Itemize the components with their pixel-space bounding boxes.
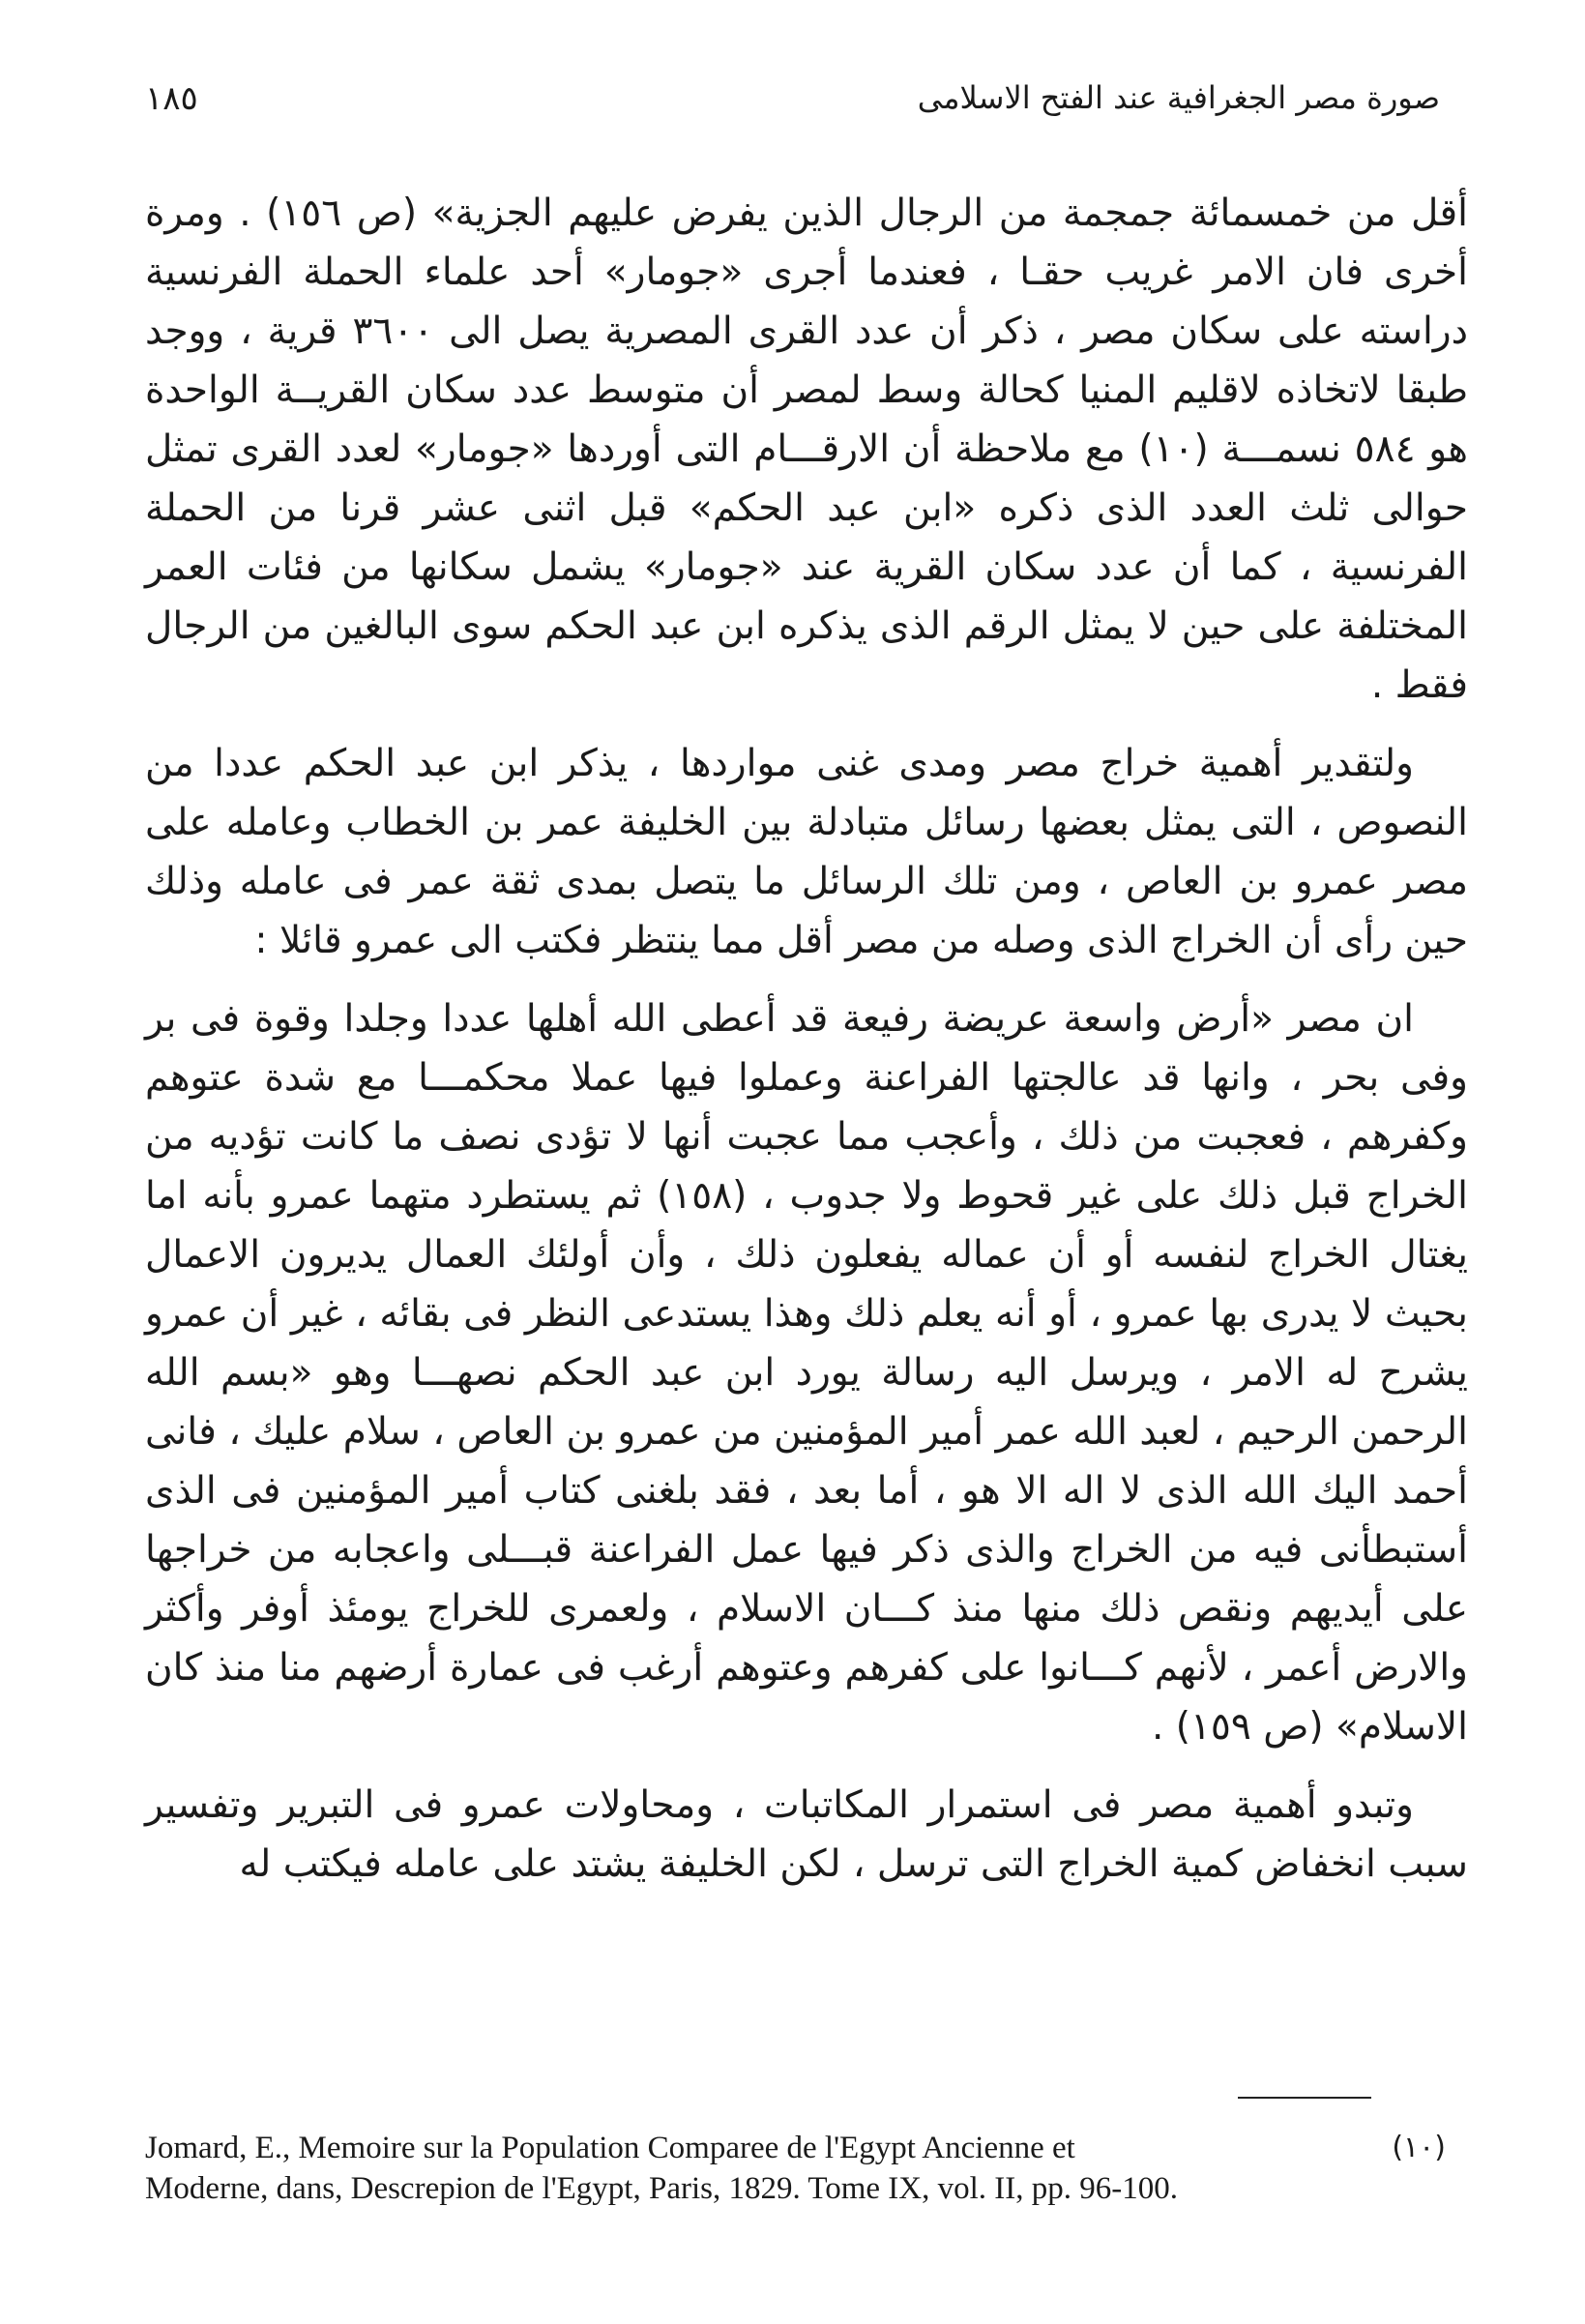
footnote-line-1: Jomard, E., Memoire sur la Population Comparee de l'Egypt Ancienne et: [145, 2131, 1075, 2165]
footnote-line-2: Moderne, dans, Descrepion de l'Egypt, Paris, 1829. Tome IX, vol. II, pp. 96-100.: [145, 2171, 1179, 2206]
running-title: صورة مصر الجغرافية عند الفتح الاسلامى: [917, 79, 1440, 116]
paragraph-4: وتبدو أهمية مصر فى استمرار المكاتبات ، ومحاولات عمرو فى التبرير وتفسير سبب انخفاض كمية الخراج التى ترسل ، لكن الخليفة يشتد على عامله فيكتب له: [145, 1783, 1468, 1886]
paragraph-3: ان مصر «أرض واسعة عريضة رفيعة قد أعطى الله أهلها عددا وجلدا وقوة فى بر وفى بحر ، وانها قد عالجتها الفراعنة وعملوا فيها عملا محكمـــا مع شدة عتوهم وكفرهم ، فعجبت من ذلك ، وأعجب مما عجبت أنها لا تؤدى نصف ما كانت تؤديه من الخراج قبل ذلك على غير قحوط ولا جدوب ، (١٥٨) ثم يستطرد متهما عمرو بأنه اما يغتال الخراج لنفسه أو أن عماله يفعلون ذلك ، وأن أولئك العمال يديرون الاعمال بحيث لا يدرى بها عمرو ، أو أنه يعلم ذلك وهذا يستدعى النظر فى بقائه ، غير أن عمرو يشرح له الامر ، ويرسل اليه رسالة يورد ابن عبد الحكم نصهـــا وهو «بسم الله الرحمن الرحيم ، لعبد الله عمر أمير المؤمنين من عمرو بن العاص ، سلام عليك ، فانى أحمد اليك الله الذى لا اله الا هو ، أما بعد ، فقد بلغنى كتاب أمير المؤمنين فى الذى أستبطأنى فيه من الخراج والذى ذكر فيها عمل الفراعنة قبـــلى واعجابه من خراجها على أيديهم ونقص ذلك منها منذ كـــان الاسلام ، ولعمرى للخراج يومئذ أوفر وأكثر والارض أعمر ، لأنهم كـــانوا على كفرهم وعتوهم أرغب فى عمارة أرضهم منا منذ كان الاسلام» (ص ١٥٩) .: [145, 997, 1468, 1749]
footnote: [145, 2128, 1446, 2209]
paragraph-1: أقل من خمسمائة جمجمة من الرجال الذين يفرض عليهم الجزية» (ص ١٥٦) . ومرة أخرى فان الامر غريب حقـا ، فعندما أجرى «جومار» أحد علماء الحملة الفرنسية دراسته على سكان مصر ، ذكر أن عدد القرى المصرية يصل الى ٣٦٠٠ قرية ، ووجد طبقا لاتخاذه لاقليم المنيا كحالة وسط لمصر أن متوسط عدد سكان القريــة الواحدة هو ٥٨٤ نسمـــة (١٠) مع ملاحظة أن الارقـــام التى أوردها «جومار» لعدد القرى تمثل حوالى ثلث العدد الذى ذكره «ابن عبد الحكم» قبل اثنى عشر قرنا من الحملة الفرنسية ، كما أن عدد سكان القرية عند «جومار» يشمل سكانها من فئات العمر المختلفة على حين لا يمثل الرقم الذى يذكره ابن عبد الحكم سوى البالغين من الرجال فقط .: [145, 191, 1469, 707]
page-header: [145, 79, 1440, 137]
body-text: [145, 184, 1468, 1913]
footnote-separator: [1238, 2097, 1371, 2099]
footnote-marker: (١٠): [1392, 2131, 1446, 2164]
page-number: ١٨٥: [145, 79, 198, 118]
paragraph-2: ولتقدير أهمية خراج مصر ومدى غنى مواردها ، يذكر ابن عبد الحكم عددا من النصوص ، التى يمثل بعضها رسائل متبادلة بين الخليفة عمر بن الخطاب وعامله على مصر عمرو بن العاص ، ومن تلك الرسائل ما يتصل بمدى ثقة عمر فى عامله وذلك حين رأى أن الخراج الذى وصله من مصر أقل مما ينتظر فكتب الى عمرو قائلا :: [145, 742, 1468, 962]
